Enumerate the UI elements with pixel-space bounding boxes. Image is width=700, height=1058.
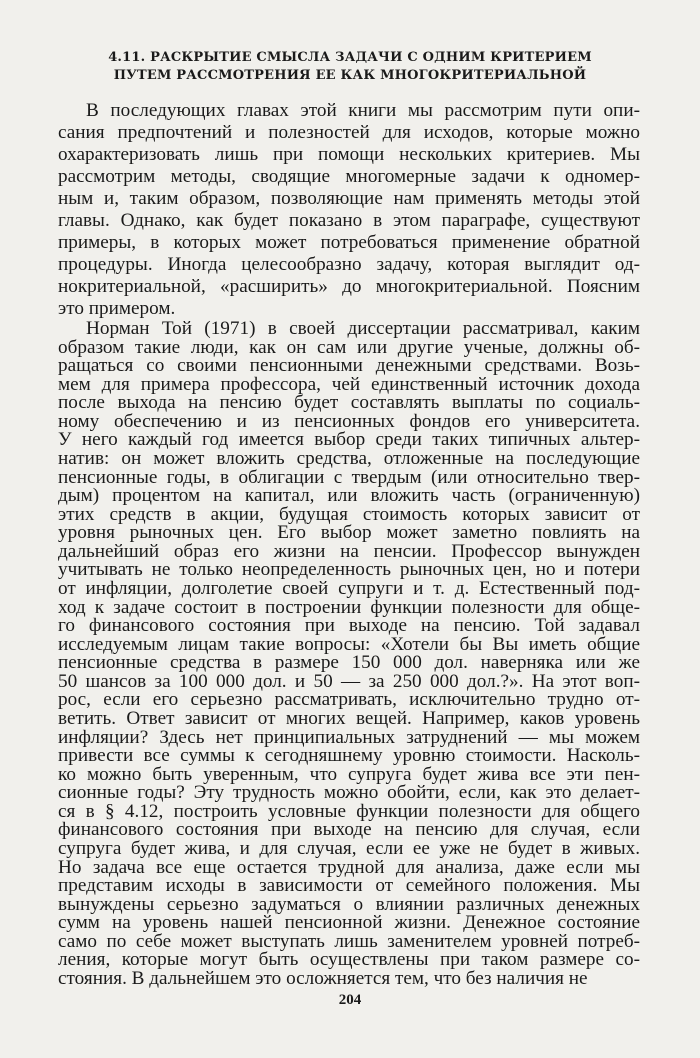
text-line: дым) процентом на капитал, или вложить часть (ограниченную): [58, 485, 640, 507]
text-line: 50 шансов за 100 000 дол. и 50 — за 250 000 дол.?». На этот воп-: [58, 670, 640, 692]
text-line: рос, если его серьезно рассматривать, исключительно трудно от-: [58, 689, 640, 711]
text-line: Но задача все еще остается трудной для анализа, даже если мы: [58, 856, 640, 878]
text-line: В последующих главах этой книги мы рассмотрим пути опи-: [86, 100, 640, 121]
text-line: само по себе может выступать лишь заменителем уровней потреб-: [58, 930, 640, 952]
text-line: натив: он может вложить средства, отложенные на последующие: [58, 448, 640, 469]
text-line: Норман Той (1971) в своей диссертации рассматривал, каким: [86, 318, 640, 339]
text-line: мем для примера профессора, чей единственный источник дохода: [58, 373, 640, 395]
text-line: представим исходы в зависимости от семейного положения. Мы: [58, 875, 640, 897]
text-line: ветить. Ответ зависит от многих вещей. Например, каков уровень: [58, 708, 640, 729]
text-line: учитывать не только неопределенность рыночных цен, но и потери: [58, 559, 640, 581]
section-heading-line-1: 4.11. РАСКРЫТИЕ СМЫСЛА ЗАДАЧИ С ОДНИМ КРИТЕРИЕМ: [108, 50, 592, 65]
text-line: ным и, таким образом, позволяющие нам применять методы этой: [58, 188, 640, 209]
text-line: сионные годы? Эту трудность можно обойти, если, как это делает-: [58, 782, 640, 804]
text-line: дальнейший образ его жизни на пенсии. Профессор вынужден: [58, 540, 640, 562]
text-line: инфляции? Здесь нет принципиальных затруднений — мы можем: [58, 726, 640, 748]
text-line: пенсионные средства в размере 150 000 дол. наверняка или же: [58, 652, 640, 674]
text-line: го финансового состояния при выходе на пенсию. Той задавал: [58, 615, 640, 637]
text-line: ся в § 4.12, построить условные функции полезности для общего: [58, 800, 640, 822]
text-line: ход к задаче состоит в построении функции полезности для обще-: [58, 596, 640, 618]
text-line: вынуждены серьезно задуматься о влиянии различных денежных: [58, 893, 640, 915]
text-line: ращаться со своими пенсионными денежными средствами. Возь-: [58, 355, 640, 377]
text-line: от инфляции, долголетие своей супруги и т. д. Естественный под-: [58, 578, 640, 599]
text-line: этих средств в акции, будущая стоимость которых зависит от: [58, 503, 640, 525]
text-line: охарактеризовать лишь при помощи нескольких критериев. Мы: [58, 144, 640, 165]
text-line: сания предпочтений и полезностей для исходов, которые можно: [58, 122, 640, 143]
text-line: после выхода на пенсию будет составлять выплаты по социаль-: [58, 392, 640, 414]
text-line: исследуемым лицам такие вопросы: «Хотели бы Вы иметь общие: [58, 633, 640, 655]
text-line: ному обеспечению и из пенсионных фондов его университета.: [58, 410, 640, 432]
text-line: примеры, в которых может потребоваться применение обратной: [58, 232, 640, 253]
text-line: уровня рыночных цен. Его выбор может заметно повлиять на: [58, 522, 640, 544]
text-line: привести все суммы к сегодняшнему уровню стоимости. Насколь-: [58, 745, 640, 767]
section-heading-line-2: ПУТЕМ РАССМОТРЕНИЯ ЕЕ КАК МНОГОКРИТЕРИАЛЬНОЙ: [113, 68, 587, 83]
text-line: ления, которые могут быть осуществлены при таком размере со-: [58, 949, 640, 971]
page-number: 204: [338, 991, 362, 1008]
text-line: рассмотрим методы, сводящие многомерные задачи к одномер-: [58, 166, 640, 187]
text-line: ко можно быть уверенным, что супруга будет жива все эти пен-: [58, 763, 640, 785]
text-line: это примером.: [58, 298, 176, 319]
text-line: нокритериальной, «расширить» до многокритериальной. Поясним: [58, 276, 640, 297]
text-line: У него каждый год имеется выбор среди таких типичных альтер-: [58, 429, 640, 451]
text-line: процедуры. Иногда целесообразно задачу, которая выглядит од-: [58, 254, 640, 275]
text-line: финансового состояния при выходе на пенсию для случая, если: [58, 819, 640, 841]
text-line: супруга будет жива, и для случая, если ее уже не будет в живых.: [58, 838, 640, 859]
text-line: сумм на уровень нашей пенсионной жизни. Денежное состояние: [58, 912, 640, 934]
text-line: стояния. В дальнейшем это осложняется тем, что без наличия не: [58, 968, 588, 989]
text-line: пенсионные годы, в облигации с твердым (или относительно твер-: [58, 466, 640, 488]
text-line: образом такие люди, как он сам или другие ученые, должны об-: [58, 336, 640, 358]
text-line: главы. Однако, как будет показано в этом параграфе, существуют: [58, 210, 640, 231]
